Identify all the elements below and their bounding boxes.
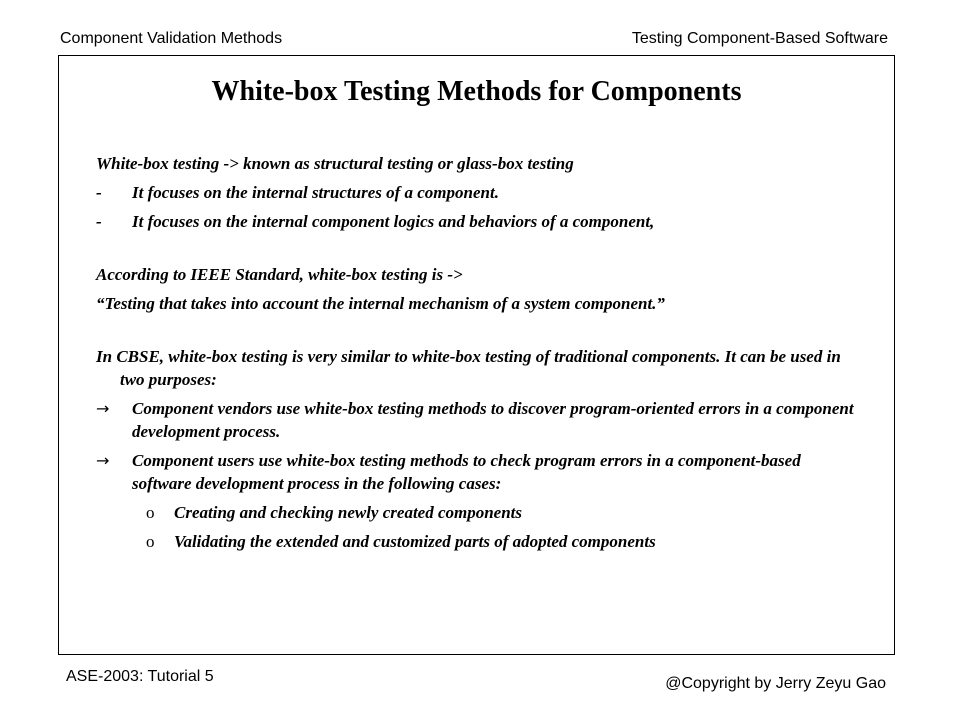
cbse-paragraph: In CBSE, white-box testing is very similar to white-box testing of traditional components. It can be used in two purposes: bbox=[96, 347, 841, 389]
ieee-quote: “Testing that takes into account the internal mechanism of a system component.” bbox=[96, 294, 665, 313]
case-item-text: Validating the extended and customized parts of adopted components bbox=[174, 532, 656, 551]
case-item-text: Creating and checking newly created components bbox=[174, 503, 523, 522]
intro-line: White-box testing -> known as structural testing or glass-box testing bbox=[96, 154, 574, 173]
case-item bbox=[146, 530, 856, 553]
header-left-text: Component Validation Methods bbox=[60, 30, 283, 47]
purpose-item-text: Component vendors use white-box testing methods to discover program-oriented errors in a component development process. bbox=[132, 399, 854, 441]
dash-marker: - bbox=[96, 183, 102, 202]
focus-item bbox=[96, 181, 856, 204]
slide-title: White-box Testing Methods for Components bbox=[211, 76, 742, 107]
slide-body bbox=[96, 152, 856, 559]
dash-marker: - bbox=[96, 212, 102, 231]
header-right-text: Testing Component-Based Software bbox=[631, 30, 888, 47]
footer-copyright: @Copyright by Jerry Zeyu Gao bbox=[665, 675, 886, 692]
arrow-icon: → bbox=[96, 451, 110, 470]
focus-item-text: It focuses on the internal component logics and behaviors of a component, bbox=[132, 212, 655, 231]
ieee-line: According to IEEE Standard, white-box testing is -> bbox=[96, 265, 463, 284]
arrow-icon: → bbox=[96, 399, 110, 418]
circle-bullet-icon: o bbox=[146, 503, 155, 522]
purpose-item-text: Component users use white-box testing methods to check program errors in a component-based software development process in the following cases: bbox=[132, 451, 801, 493]
focus-item bbox=[96, 210, 856, 233]
footer-left-text: ASE-2003: Tutorial 5 bbox=[66, 668, 214, 685]
purpose-item bbox=[96, 397, 856, 443]
case-item bbox=[146, 501, 856, 524]
circle-bullet-icon: o bbox=[146, 532, 155, 551]
purpose-item bbox=[96, 449, 856, 495]
focus-item-text: It focuses on the internal structures of a component. bbox=[132, 183, 499, 202]
